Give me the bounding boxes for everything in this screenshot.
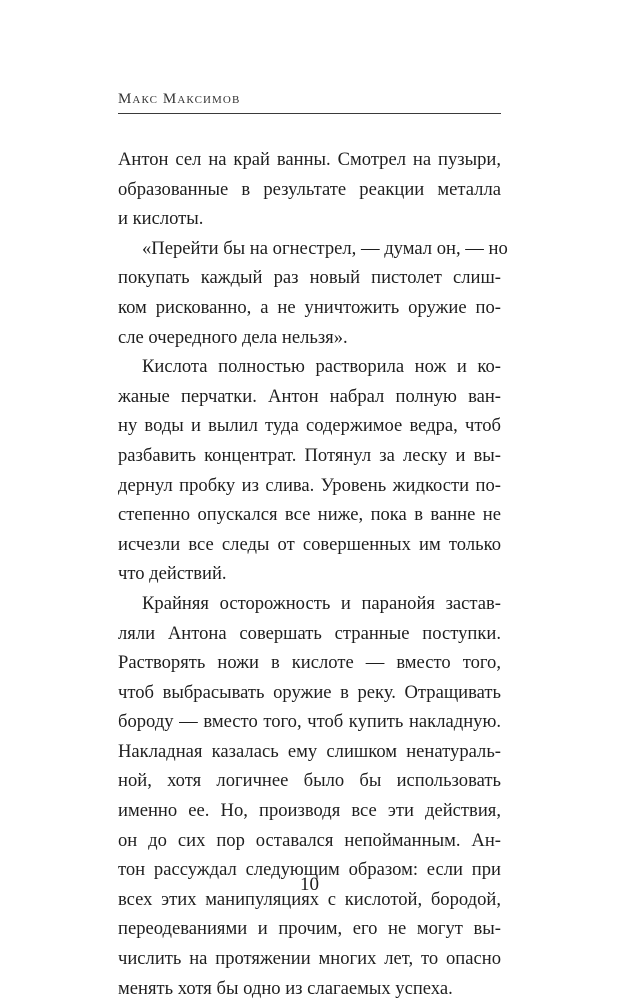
text-line: чтоб выбрасывать оружие в реку. Отращивать [118, 681, 501, 703]
text-line: ну воды и вылил туда содержимое ведра, чтоб [118, 415, 501, 437]
paragraph [118, 145, 501, 234]
running-head-author: Макс Максимов [118, 91, 241, 107]
page-number: 10 [300, 874, 319, 895]
text-line: дернул пробку из слива. Уровень жидкости по- [118, 474, 501, 496]
text-line: бороду — вместо того, чтоб купить накладную. [118, 711, 501, 733]
text-line: разбавить концентрат. Потянул за леску и вы- [118, 444, 501, 466]
text-line: степенно опускался все ниже, пока в ванне не [118, 504, 501, 526]
text-line: Накладная казалась ему слишком ненатураль- [118, 740, 501, 762]
text-line: ной, хотя логичнее было бы использовать [118, 770, 501, 792]
text-line: сле очередного дела нельзя». [118, 326, 348, 348]
text-line: тон рассуждал следующим образом: если при [118, 859, 501, 881]
text-line: Кислота полностью растворила нож и ко- [142, 356, 501, 378]
text-line: переодеваниями и прочим, его не могут вы- [118, 918, 501, 940]
text-line: покупать каждый раз новый пистолет слиш- [118, 267, 501, 289]
text-line: жаные перчатки. Антон набрал полную ван- [118, 385, 501, 407]
text-line: что действий. [118, 563, 227, 585]
paragraph [118, 589, 501, 1003]
text-line: исчезли все следы от совершенных им только [118, 533, 501, 555]
text-line: он до сих пор оставался непойманным. Ан- [118, 829, 501, 851]
text-line: Растворять ножи в кислоте — вместо того, [118, 652, 501, 674]
text-line: «Перейти бы на огнестрел, — думал он, — но [142, 237, 508, 259]
text-line: именно ее. Но, производя все эти действия, [118, 800, 501, 822]
text-line: числить на протяжении многих лет, то опасно [118, 948, 501, 970]
text-line: ляли Антона совершать странные поступки. [118, 622, 501, 644]
text-line: образованные в результате реакции металла [118, 178, 501, 200]
text-line: менять хотя бы одно из слагаемых успеха. [118, 977, 453, 999]
text-line: Антон сел на край ванны. Смотрел на пузыри, [118, 149, 501, 170]
running-header [118, 87, 501, 114]
paragraph [118, 352, 501, 589]
text-line: и кислоты. [118, 208, 204, 230]
text-line: ком рискованно, а не уничтожить оружие по- [118, 296, 501, 318]
text-line: Крайняя осторожность и паранойя застав- [142, 592, 501, 614]
paragraph [118, 234, 508, 352]
text-line: всех этих манипуляциях с кислотой, бородой, [118, 888, 501, 910]
